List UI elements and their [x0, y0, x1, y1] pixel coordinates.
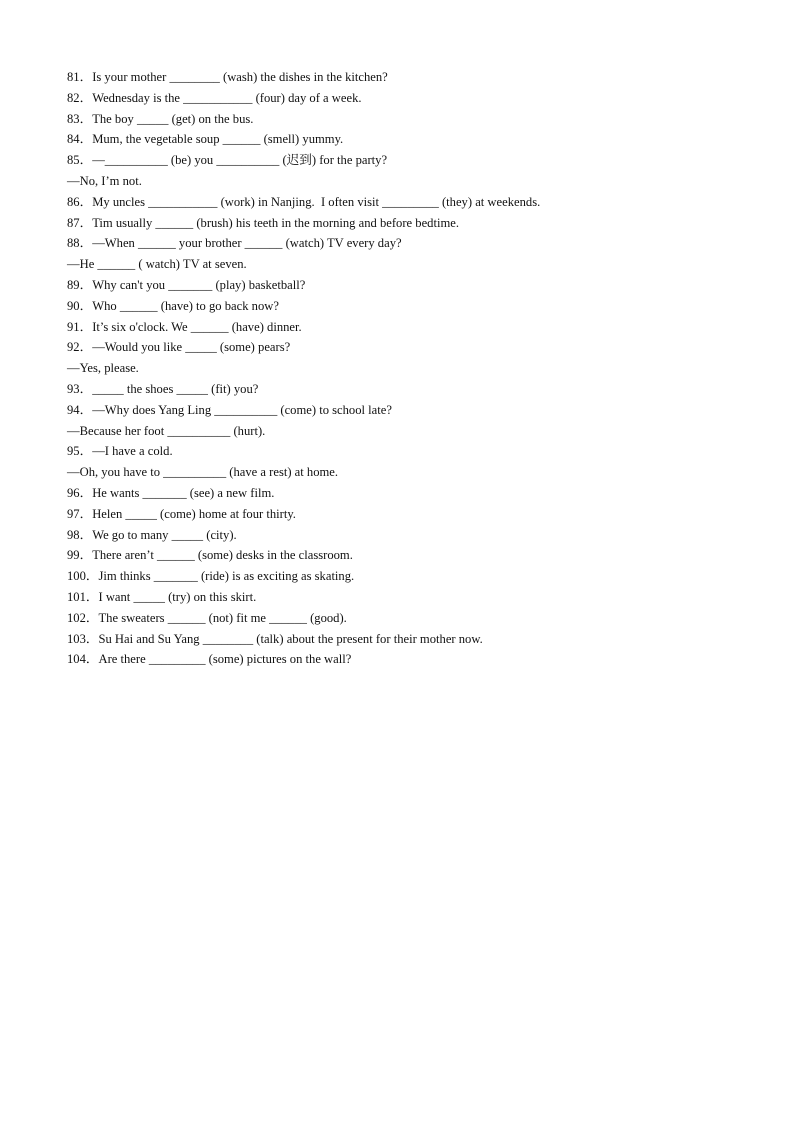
exercise-line: 93．_____ the shoes _____ (fit) you?	[67, 381, 259, 396]
exercise-line: 84．Mum, the vegetable soup ______ (smell) yummy.	[67, 132, 344, 147]
exercise-line: 89．Why can't you _______ (play) basketball?	[67, 277, 306, 292]
exercise-line: 88．—When ______ your brother ______ (watch) TV every day?	[67, 236, 402, 251]
exercise-line: 82．Wednesday is the ___________ (four) day of a week.	[67, 90, 362, 105]
exercise-line: 86．My uncles ___________ (work) in Nanjing. I often visit _________ (they) at weekends.	[67, 194, 541, 209]
exercise-line: 87．Tim usually ______ (brush) his teeth in the morning and before bedtime.	[67, 215, 459, 230]
exercise-line: 91．It’s six o'clock. We ______ (have) dinner.	[67, 319, 302, 334]
exercise-line: 95．—I have a cold.	[67, 444, 173, 459]
exercise-line: 97．Helen _____ (come) home at four thirty.	[67, 506, 296, 521]
answer-line: —Yes, please.	[67, 361, 139, 376]
exercise-line: 94．—Why does Yang Ling __________ (come) to school late?	[67, 402, 392, 417]
exercise-line: 101．I want _____ (try) on this skirt.	[67, 589, 257, 604]
exercise-line: 96．He wants _______ (see) a new film.	[67, 485, 275, 500]
exercise-line: 103．Su Hai and Su Yang ________ (talk) about the present for their mother now.	[67, 631, 483, 646]
exercise-sheet	[67, 67, 747, 670]
exercise-line: 102．The sweaters ______ (not) fit me ______ (good).	[67, 610, 347, 625]
answer-line: —No, I’m not.	[67, 173, 142, 188]
exercise-line: 90．Who ______ (have) to go back now?	[67, 298, 279, 313]
exercise-line: 98．We go to many _____ (city).	[67, 527, 237, 542]
exercise-line: 100．Jim thinks _______ (ride) is as exciting as skating.	[67, 569, 355, 584]
exercise-line: 104．Are there _________ (some) pictures on the wall?	[67, 652, 352, 667]
exercise-line: 99．There aren’t ______ (some) desks in the classroom.	[67, 548, 353, 563]
exercise-line: 85．—__________ (be) you __________ (迟到) for the party?	[67, 153, 388, 168]
answer-line: —Oh, you have to __________ (have a rest) at home.	[67, 465, 339, 480]
exercise-line: 92．—Would you like _____ (some) pears?	[67, 340, 291, 355]
answer-line: —He ______ ( watch) TV at seven.	[67, 257, 247, 272]
exercise-line: 81．Is your mother ________ (wash) the dishes in the kitchen?	[67, 70, 388, 84]
exercise-line: 83．The boy _____ (get) on the bus.	[67, 111, 254, 126]
answer-line: —Because her foot __________ (hurt).	[67, 423, 266, 438]
